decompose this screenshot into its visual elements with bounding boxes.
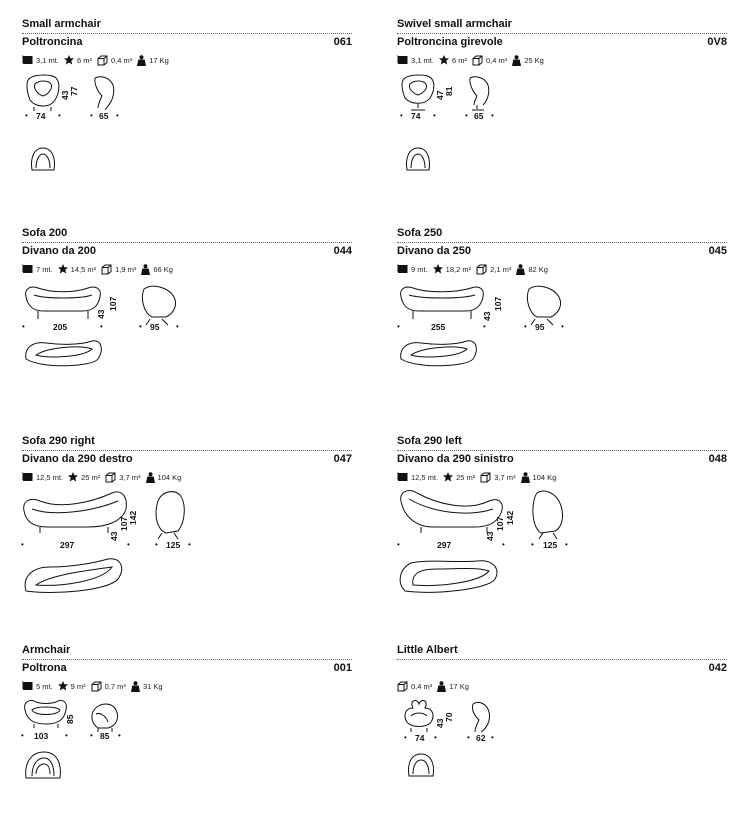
dim-width: 297	[60, 540, 75, 550]
product-name-en: Sofa 200	[22, 227, 68, 239]
dotted-divider	[397, 659, 727, 660]
leather-hide-icon	[58, 681, 68, 691]
fabric-icon	[397, 55, 408, 65]
svg-text:•: •	[491, 733, 494, 742]
spec-volume: 0,4 m³	[472, 55, 507, 66]
front-view	[402, 75, 434, 110]
product-name-it: Divano da 290 destro	[22, 453, 133, 465]
dim-height: 81	[444, 86, 454, 96]
front-view	[27, 75, 59, 111]
product-name-en: Small armchair	[22, 18, 101, 30]
weight-icon	[512, 55, 521, 66]
svg-text:•: •	[188, 540, 191, 549]
dotted-divider	[22, 450, 352, 451]
product-name-en: Sofa 250	[397, 227, 443, 239]
product-code: 001	[333, 662, 352, 674]
product-name-it: Poltroncina	[22, 36, 83, 48]
box-volume-icon	[101, 264, 112, 275]
spec-volume: 3,7 m³	[480, 472, 515, 483]
top-view	[26, 752, 61, 778]
spec-row	[22, 262, 178, 276]
dim-width: 205	[53, 322, 68, 332]
dim-width: 74	[415, 733, 425, 743]
top-view	[25, 559, 122, 593]
svg-text:•: •	[25, 111, 28, 120]
side-view	[527, 286, 560, 325]
dim-mid-height: 107	[495, 516, 505, 531]
weight-icon	[146, 472, 155, 483]
svg-text:•: •	[524, 322, 527, 331]
svg-text:•: •	[502, 540, 505, 549]
dim-seat: 43	[96, 309, 106, 319]
leather-hide-icon	[433, 264, 443, 274]
product-sofa-200	[22, 227, 357, 417]
product-name-en: Sofa 290 right	[22, 435, 95, 447]
svg-text:•: •	[491, 111, 494, 120]
dim-depth: 65	[474, 111, 484, 121]
box-volume-icon	[105, 472, 116, 483]
product-name-it: Divano da 290 sinistro	[397, 453, 514, 465]
spec-weight: 17 Kg	[437, 681, 469, 692]
fabric-icon	[22, 472, 33, 482]
fabric-icon	[22, 55, 33, 65]
spec-leather: 14,5 m²	[58, 264, 96, 274]
spec-volume: 2,1 m³	[476, 264, 511, 275]
svg-text:•: •	[90, 111, 93, 120]
top-view	[31, 148, 54, 170]
svg-text:•: •	[433, 111, 436, 120]
product-code: 045	[708, 245, 727, 257]
svg-text:•: •	[58, 111, 61, 120]
spec-leather: 6 m²	[64, 55, 92, 65]
product-code: 061	[333, 36, 352, 48]
svg-text:•: •	[483, 322, 486, 331]
side-view	[95, 77, 114, 110]
svg-text:•: •	[127, 540, 130, 549]
dim-seat: 43	[485, 531, 495, 541]
spec-weight: 104 Kg	[146, 472, 182, 483]
product-drawings	[22, 696, 352, 806]
product-name-it: Divano da 250	[397, 245, 471, 257]
fabric-icon	[397, 472, 408, 482]
spec-leather: 25 m²	[443, 472, 475, 482]
svg-text:•: •	[21, 731, 24, 740]
dim-depth: 95	[150, 322, 160, 332]
top-view	[26, 341, 102, 366]
spec-weight: 31 Kg	[131, 681, 163, 692]
spec-row	[22, 679, 168, 693]
product-name-en: Sofa 290 left	[397, 435, 462, 447]
dotted-divider	[22, 242, 352, 243]
dim-depth: 125	[166, 540, 181, 550]
dim-height: 77	[69, 86, 79, 96]
spec-leather: 9 m²	[58, 681, 86, 691]
box-volume-icon	[97, 55, 108, 66]
dim-depth: 62	[476, 733, 486, 743]
side-view	[142, 286, 175, 325]
dim-mid-height: 107	[119, 516, 129, 531]
product-code: 0V8	[707, 36, 727, 48]
svg-text:•: •	[100, 322, 103, 331]
product-drawings	[397, 487, 727, 597]
spec-weight: 17 Kg	[137, 55, 169, 66]
spec-fabric: 12,5 mt.	[397, 472, 438, 482]
spec-weight: 104 Kg	[521, 472, 557, 483]
svg-text:•: •	[118, 731, 121, 740]
box-volume-icon	[472, 55, 483, 66]
product-name-it: Divano da 200	[22, 245, 96, 257]
product-sofa-290-right	[22, 435, 357, 625]
product-sofa-250	[397, 227, 732, 417]
leather-hide-icon	[64, 55, 74, 65]
side-view	[156, 492, 184, 539]
front-view	[26, 287, 101, 319]
fabric-icon	[22, 681, 33, 691]
product-drawings	[397, 70, 727, 180]
product-small-armchair	[22, 18, 357, 208]
dim-height: 142	[128, 510, 138, 525]
dotted-divider	[22, 659, 352, 660]
box-volume-icon	[480, 472, 491, 483]
dim-seat: 43	[482, 311, 492, 321]
weight-icon	[521, 472, 530, 483]
dim-depth: 95	[535, 322, 545, 332]
svg-text:•: •	[397, 540, 400, 549]
spec-row	[397, 470, 561, 484]
product-little-albert	[397, 644, 732, 834]
leather-hide-icon	[58, 264, 68, 274]
dim-width: 103	[34, 731, 49, 741]
spec-row	[397, 53, 549, 67]
product-drawings	[22, 487, 352, 597]
svg-text:•: •	[467, 733, 470, 742]
dotted-divider	[22, 33, 352, 34]
dim-seat: 47	[435, 90, 445, 100]
front-view	[401, 287, 484, 319]
dim-width: 74	[411, 111, 421, 121]
spec-volume: 0,7 m³	[91, 681, 126, 692]
spec-weight: 66 Kg	[141, 264, 173, 275]
product-name-en: Armchair	[22, 644, 71, 656]
dim-width: 297	[437, 540, 452, 550]
svg-text:•: •	[565, 540, 568, 549]
leather-hide-icon	[443, 472, 453, 482]
spec-volume: 0,4 m³	[397, 681, 432, 692]
svg-text:•: •	[22, 322, 25, 331]
top-view	[401, 341, 477, 366]
dotted-divider	[397, 242, 727, 243]
svg-text:•: •	[561, 322, 564, 331]
dim-seat: 43	[435, 718, 445, 728]
dotted-divider	[397, 33, 727, 34]
product-name-en: Swivel small armchair	[397, 18, 512, 30]
svg-text:•: •	[139, 322, 142, 331]
svg-text:•: •	[531, 540, 534, 549]
weight-icon	[131, 681, 140, 692]
front-view	[401, 491, 503, 533]
product-armchair	[22, 644, 357, 834]
dotted-divider	[397, 450, 727, 451]
svg-text:•: •	[21, 540, 24, 549]
dim-height: 107	[493, 296, 503, 311]
spec-fabric: 9 mt.	[397, 264, 428, 274]
svg-text:•: •	[404, 733, 407, 742]
dim-height: 85	[65, 714, 75, 724]
spec-fabric: 7 mt.	[22, 264, 53, 274]
weight-icon	[141, 264, 150, 275]
dim-width: 255	[431, 322, 446, 332]
product-drawings	[397, 279, 727, 389]
top-view	[400, 561, 497, 593]
product-name-it: Poltroncina girevole	[397, 36, 503, 48]
svg-text:•: •	[116, 111, 119, 120]
product-drawings	[397, 696, 727, 806]
box-volume-icon	[91, 681, 102, 692]
front-view	[24, 492, 127, 533]
product-sofa-290-left	[397, 435, 732, 625]
svg-text:•: •	[65, 731, 68, 740]
dim-width: 74	[36, 111, 46, 121]
top-view	[406, 148, 429, 170]
svg-text:•: •	[400, 111, 403, 120]
product-code: 042	[708, 662, 727, 674]
leather-hide-icon	[68, 472, 78, 482]
spec-weight: 25 Kg	[512, 55, 544, 66]
weight-icon	[137, 55, 146, 66]
spec-weight: 82 Kg	[516, 264, 548, 275]
dim-height: 107	[108, 296, 118, 311]
spec-volume: 0,4 m³	[97, 55, 132, 66]
spec-row	[397, 679, 474, 693]
product-code: 044	[333, 245, 352, 257]
product-code: 047	[333, 453, 352, 465]
dim-seat: 43	[109, 531, 119, 541]
fabric-icon	[397, 264, 408, 274]
product-name-en: Little Albert	[397, 644, 458, 656]
dim-seat: 43	[60, 90, 70, 100]
svg-text:•: •	[90, 731, 93, 740]
svg-text:•: •	[155, 540, 158, 549]
svg-text:•: •	[434, 733, 437, 742]
box-volume-icon	[476, 264, 487, 275]
svg-text:•: •	[176, 322, 179, 331]
dim-height: 142	[505, 510, 515, 525]
spec-volume: 3,7 m³	[105, 472, 140, 483]
spec-leather: 18,2 m²	[433, 264, 471, 274]
spec-leather: 6 m²	[439, 55, 467, 65]
product-name-it: Poltrona	[22, 662, 67, 674]
dim-depth: 85	[100, 731, 110, 741]
side-view	[472, 702, 489, 732]
leather-hide-icon	[439, 55, 449, 65]
dim-height: 70	[444, 712, 454, 722]
svg-text:•: •	[397, 322, 400, 331]
top-view	[409, 754, 434, 776]
fabric-icon	[22, 264, 33, 274]
spec-volume: 1,9 m³	[101, 264, 136, 275]
product-drawings	[22, 279, 352, 389]
side-view	[92, 704, 118, 732]
spec-row	[22, 53, 174, 67]
spec-fabric: 3,1 mt.	[22, 55, 59, 65]
spec-fabric: 12,5 mt.	[22, 472, 63, 482]
front-view	[405, 701, 433, 732]
product-drawings	[22, 70, 352, 180]
product-swivel-small-armchair	[397, 18, 732, 208]
side-view	[470, 77, 489, 110]
weight-icon	[437, 681, 446, 692]
box-volume-icon	[397, 681, 408, 692]
product-code: 048	[708, 453, 727, 465]
spec-leather: 25 m²	[68, 472, 100, 482]
dim-depth: 65	[99, 111, 109, 121]
spec-fabric: 3,1 mt.	[397, 55, 434, 65]
spec-row	[397, 262, 553, 276]
svg-text:•: •	[465, 111, 468, 120]
dim-depth: 125	[543, 540, 558, 550]
spec-fabric: 5 mt.	[22, 681, 53, 691]
weight-icon	[516, 264, 525, 275]
front-view	[25, 700, 67, 728]
spec-row	[22, 470, 186, 484]
side-view	[533, 491, 563, 539]
